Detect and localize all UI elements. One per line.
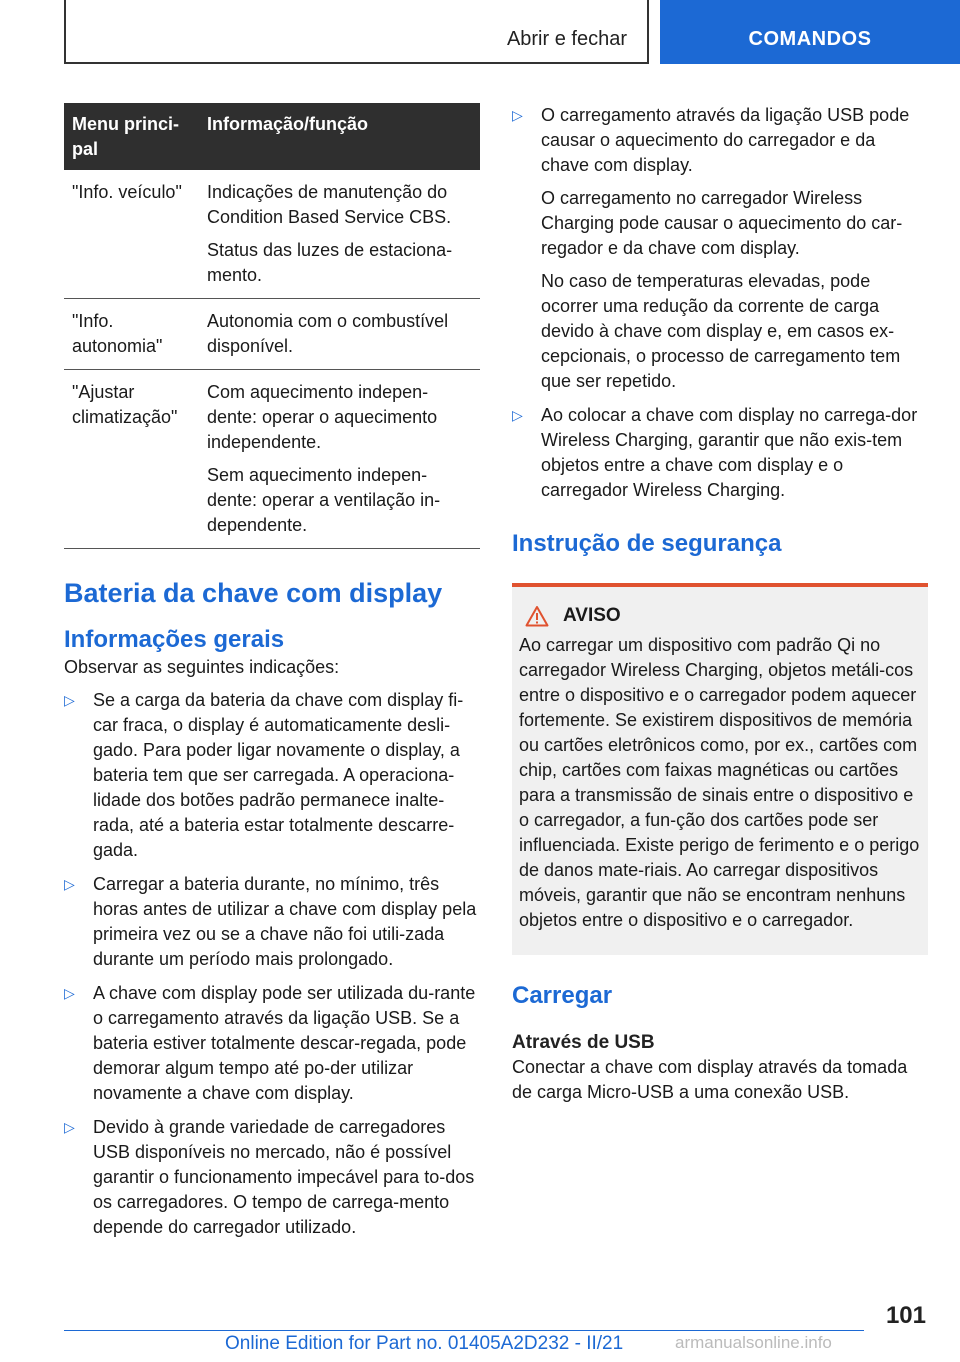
menu-function-table [64,103,480,549]
list-item-text: Devido à grande variedade de carregadores USB disponíveis no mercado, não é possível garantir o funcionamento impecável para to-dos os carregadores. O tempo de carrega-mento depende do carregador utilizado. [93,1117,475,1237]
list-item-text: Carregar a bateria durante, no mínimo, três horas antes de utilizar a chave com display pela primeira vez ou se a chave não foi utili-zada durante um período mais prolongado. [93,874,477,969]
list-item [512,403,928,503]
list-item-text: Se a carga da bateria da chave com display fi-car fraca, o display é automaticamente desli-gado. Para poder ligar novamente o display, a bateria tem que ser carregada. A operaciona-lidade dos botões padrão permanece inalte-rada, até a bateria estar totalmente descarre-gada. [93,690,464,860]
charging-title: Carregar [512,982,613,1009]
table-cell-text: Autonomia com o combustível disponível. [207,311,449,356]
list-item [64,1115,480,1240]
table-cell-info [199,299,480,370]
table-header-menu: Menu princi- pal [64,103,199,170]
table-cell-text: Sem aquecimento indepen-dente: operar a ventilação in-dependente. [207,465,441,535]
list-item-text: No caso de temperaturas elevadas, pode ocorrer uma redução da corrente de carga devido à chave com display e, em casos ex-cepcionais, o processo de carregamento tem que ser repetido. [541,271,901,391]
list-item [512,103,928,394]
table-cell-info [199,370,480,549]
list-item [64,981,480,1106]
table-cell-menu: "Ajustar climatização" [64,370,199,549]
general-info-title: Informações gerais [64,626,285,653]
list-item-text: O carregamento no carregador Wireless Charging pode causar o aquecimento do car-regador e da chave com display. [541,188,903,258]
warning-label: AVISO [563,605,621,626]
safety-title: Instrução de segurança [512,530,782,557]
warning-text: Ao carregar um dispositivo com padrão Qi no carregador Wireless Charging, objetos metáli-cos entre o dispositivo e o carregador podem aquecer fortemente. Se existirem dispositivos de memória ou cartões eletrônicos como, por ex., cartões com chip, cartões com faixas magnéticas ou cartões para a transmissão de sinais entre o dispositivo e o carregador, a fun-ção dos cartões pode ser influenciada. Existe perigo de ferimento e o perigo de danos mate-riais. Ao carregar dispositivos móveis, garantir que não se encontram nenhuns objetos entre o dispositivo e o carregador. [519,635,920,930]
header-chapter-title: COMANDOS [748,28,872,50]
table-cell-text: Indicações de manutenção do Condition Based Service CBS. [207,182,452,227]
table-row [64,170,480,299]
warning-header [525,605,921,627]
page-number: 101 [885,1302,926,1329]
table-cell-text: Com aquecimento indepen-dente: operar o aquecimento independente. [207,382,438,452]
header-section-title: Abrir e fechar [506,28,627,50]
battery-section-title: Bateria da chave com display [64,578,443,608]
list-item-text: O carregamento através da ligação USB pode causar o aquecimento do carregador e da chave com display. [541,105,910,175]
table-header-info: Informação/função [199,103,480,170]
charging-notes-list [512,103,928,503]
header-section-box [64,0,649,64]
table-row [64,370,480,549]
general-info-intro: Observar as seguintes indicações: [64,657,340,677]
list-item [64,872,480,972]
warning-triangle-icon [525,605,549,627]
triangle-bullet-icon: ▷ [64,1119,75,1135]
list-item [64,688,480,863]
table-row [64,299,480,370]
warning-box [512,583,928,955]
footer-edition: Online Edition for Part no. 01405A2D232 - II/21 [225,1333,624,1354]
list-item-text: Ao colocar a chave com display no carrega-dor Wireless Charging, garantir que não exis-tem objetos entre a chave com display e o carregador Wireless Charging. [541,405,918,500]
triangle-bullet-icon: ▷ [512,407,523,423]
list-item-text: A chave com display pode ser utilizada du-rante o carregamento através da ligação USB. Se a bateria estiver totalmente descar-regada, pode demorar algum tempo até po-der utilizar novamente a chave com display. [93,983,476,1103]
header-chapter-box [660,0,960,64]
table-header-row [64,103,480,170]
left-column [64,103,480,1249]
table-cell-menu: "Info. autonomia" [64,299,199,370]
table-cell-menu: "Info. veículo" [64,170,199,299]
table-cell-text: Status das luzes de estaciona-mento. [207,240,453,285]
triangle-bullet-icon: ▷ [64,692,75,708]
triangle-bullet-icon: ▷ [64,985,75,1001]
triangle-bullet-icon: ▷ [64,876,75,892]
footer-divider [64,1330,864,1331]
right-column [512,103,928,1105]
usb-text: Conectar a chave com display através da tomada de carga Micro-USB a uma conexão USB. [512,1057,908,1102]
usb-title: Através de USB [512,1032,655,1053]
table-cell-info [199,170,480,299]
general-info-list [64,688,480,1240]
triangle-bullet-icon: ▷ [512,107,523,123]
footer-watermark: armanualsonline.info [675,1333,832,1352]
